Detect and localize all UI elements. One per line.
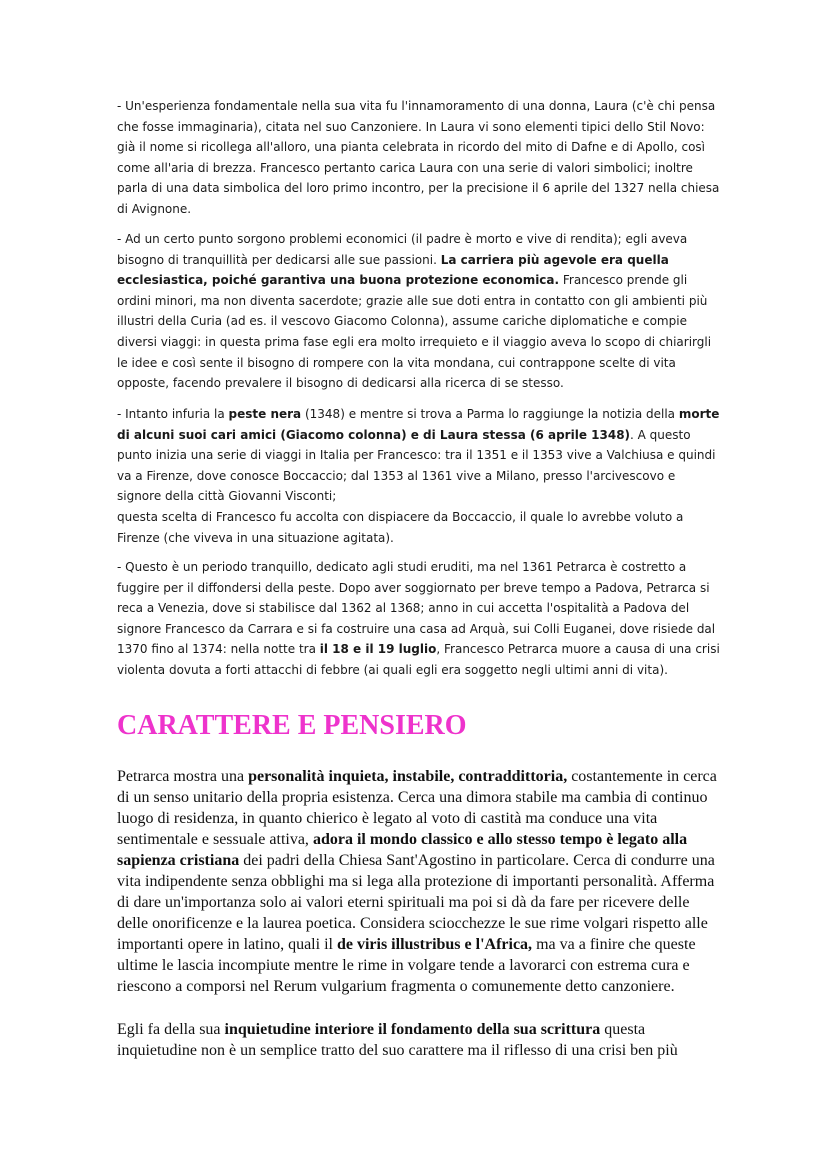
highlight-career: La carriera più agevole era quella ecclesiastica, poiché garantiva una buona protezione economica. <box>117 252 669 288</box>
body-paragraph-personality: Petrarca mostra una personalità inquieta, instabile, contraddittoria, costantemente in cerca di un senso unitario della propria esistenza. Cerca una dimora stabile ma cambia di continuo luogo di residenza, in quanto chierico è legato al voto di castità ma conduce una vita sentimentale e sessuale attiva, adora il mondo classico e allo stesso tempo è legato alla sapienza cristiana dei padri della Chiesa Sant'Agostino in particolare. Cerca di condurre una vita indipendente senza obblighi ma si lega alla protezione di importanti personalità. Afferma di dare un'importanza solo ai valori eterni spirituali ma poi si dà da fare per ricevere delle delle onorificenze e la laurea poetica. Considera sciocchezze le sue rime volgari rispetto alle importanti opere in latino, quali il de viris illustribus e l'Africa, ma va a finire che queste ultime le lascia incompiute mentre le rime in volgare tende a lavorarci con estrema cura e riescono a comporsi nel Rerum vulgarium fragmenta o comunemente detto canzoniere. <box>117 768 717 995</box>
note-paragraph-laura: - Un'esperienza fondamentale nella sua vita fu l'innamoramento di una donna, Laura (c'è chi pensa che fosse immaginaria), citata nel suo Canzoniere. In Laura vi sono elementi tipici dello Stil Novo: già il nome si ricollega all'alloro, una pianta celebrata in ricordo del mito di Dafne e di Apollo, così come all'aria di brezza. Francesco pertanto carica Laura con una serie di valori simbolici; inoltre parla di una data simbolica del loro primo incontro, per la precisione il 6 aprile del 1327 nella chiesa di Avignone. <box>117 99 720 216</box>
note-paragraph-career: - Ad un certo punto sorgono problemi economici (il padre è morto e vive di rendita); egli aveva bisogno di tranquillità per dedicarsi alle sue passioni. La carriera più agevole era quella ecclesiastica, poiché garantiva una buona protezione economica. Francesco prende gli ordini minori, ma non diventa sacerdote; grazie alle sue doti entra in contatto con gli ambienti più illustri della Curia (ad es. il vescovo Giacomo Colonna), assume cariche diplomatiche e compie diversi viaggi: in questa prima fase egli era molto irrequieto e il viaggio aveva lo scopo di chiarirgli le idee e così sente il bisogno di rompere con la vita mondana, cui contrappone scelte di vita opposte, facendo prevalere il bisogno di dedicarsi alla ricerca di se stesso. <box>117 232 712 391</box>
note-paragraph-plague: - Intanto infuria la peste nera (1348) e mentre si trova a Parma lo raggiunge la notizia della morte di alcuni suoi cari amici (Giacomo colonna) e di Laura stessa (6 aprile 1348). A questo punto inizia una serie di viaggi in Italia per Francesco: tra il 1351 e il 1353 vive a Valchiusa e quindi va a Firenze, dove conosce Boccaccio; dal 1353 al 1361 vive a Milano, presso l'arcivescovo e signore della città Giovanni Visconti; questa scelta di Francesco fu accolta con dispiacere da Boccaccio, il quale lo avrebbe voluto a Firenze (che viveva in una situazione agitata). <box>117 407 720 545</box>
highlight-death-date: il 18 e il 19 luglio <box>319 642 437 657</box>
highlight-plague: peste nera <box>228 407 302 421</box>
body-paragraph-restlessness: Egli fa della sua inquietudine interiore il fondamento della sua scrittura questa inquietudine non è un semplice tratto del suo carattere ma il riflesso di una crisi ben più <box>117 1021 678 1059</box>
highlight-deaths: morte di alcuni suoi cari amici (Giacomo colonna) e di Laura stessa (6 aprile 1348) <box>117 407 720 442</box>
note-paragraph-final-years: - Questo è un periodo tranquillo, dedicato agli studi eruditi, ma nel 1361 Petrarca è costretto a fuggire per il diffondersi della peste. Dopo aver soggiornato per breve tempo a Padova, Petrarca si reca a Venezia, dove si stabilisce dal 1362 al 1368; anno in cui accetta l'ospitalità a Padova del signore Francesco da Carrara e si fa costruire una casa ad Arquà, sui Colli Euganei, dove risiede dal 1370 fino al 1374: nella notte tra il 18 e il 19 luglio, Francesco Petrarca muore a causa di una crisi violenta dovuta a forti attacchi di febbre (ai quali egli era soggetto negli ultimi anni di vita). <box>117 560 720 677</box>
section-heading: CARATTERE E PENSIERO <box>117 710 467 741</box>
